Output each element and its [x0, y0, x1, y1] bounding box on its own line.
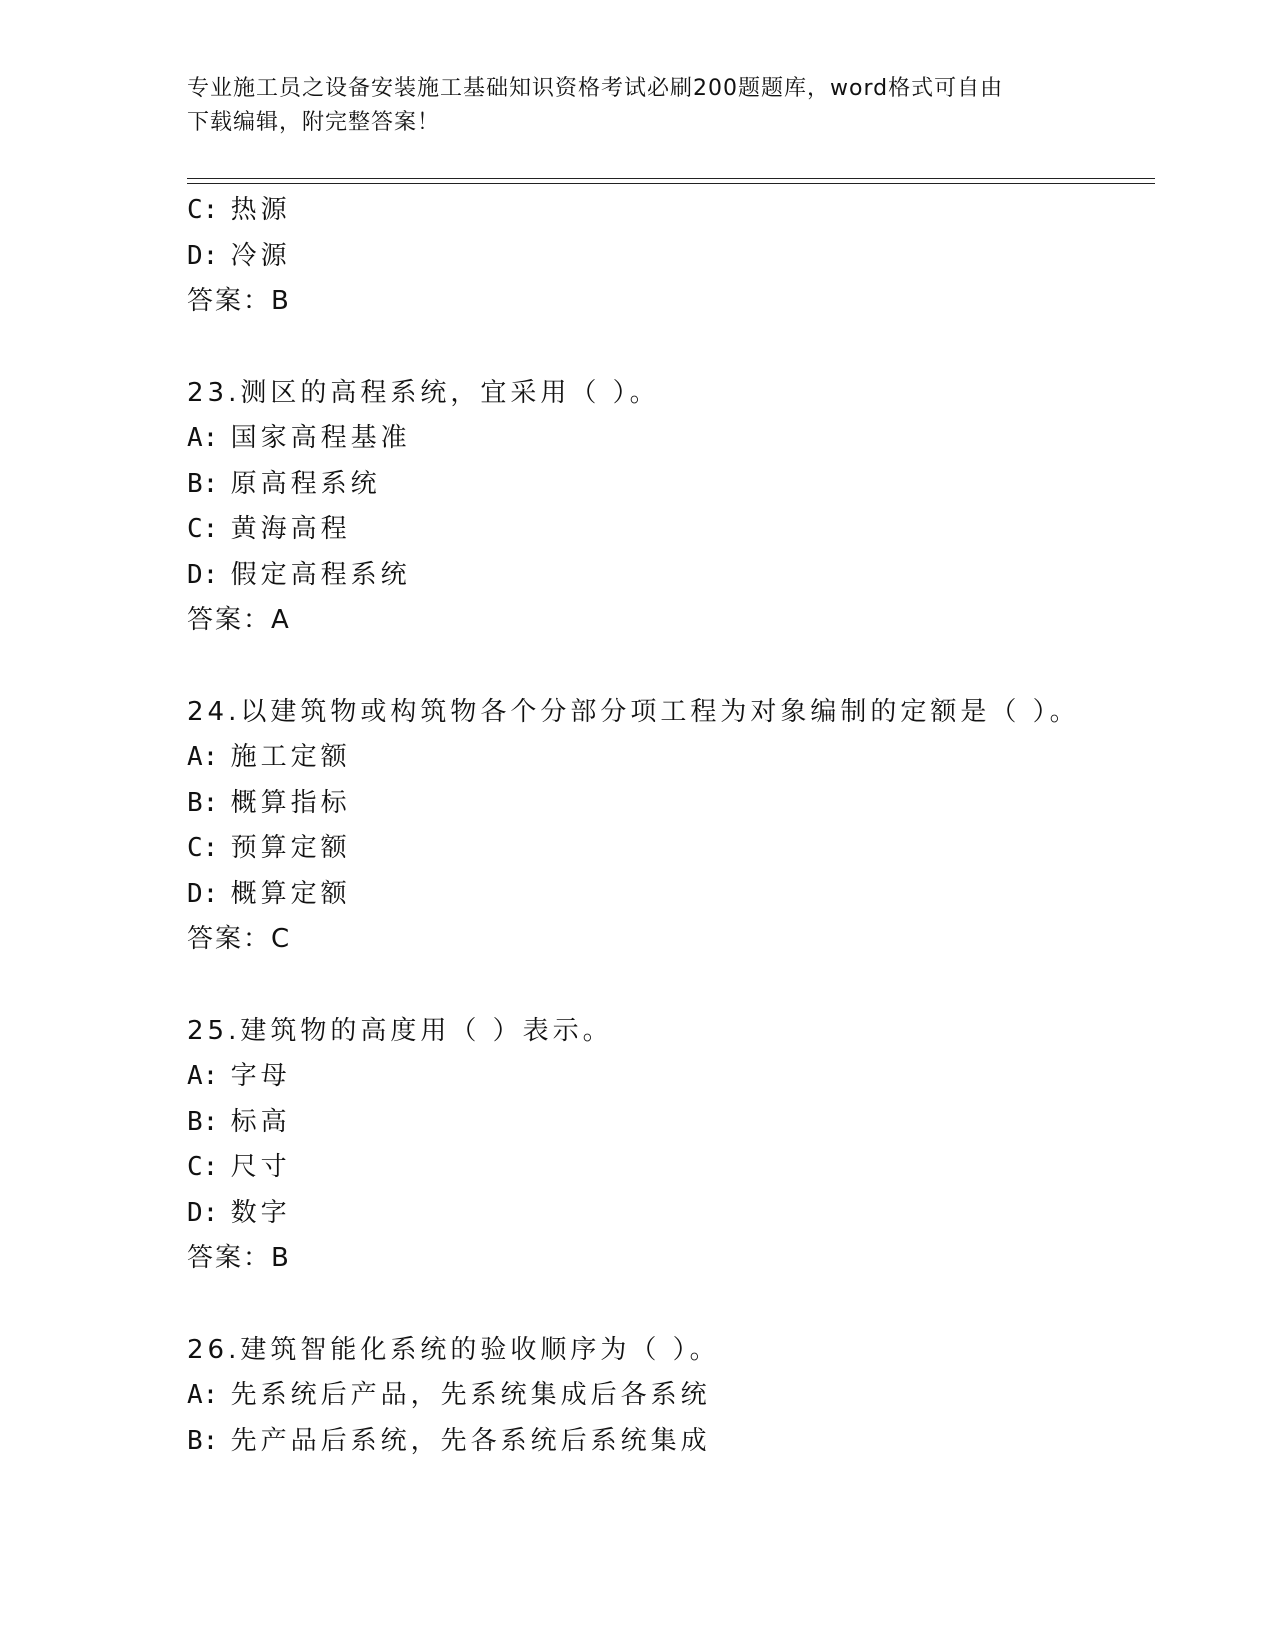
option-d: D: 数字	[187, 1197, 291, 1228]
option-c: C: 黄海高程	[187, 514, 351, 544]
question-24	[187, 690, 1155, 963]
option-b: B: 概算指标	[187, 787, 351, 818]
option-c: C: 热源	[187, 195, 291, 225]
question-stem: 25.建筑物的高度用（ ）表示。	[187, 1015, 613, 1046]
option-b: B: 标高	[187, 1106, 291, 1137]
option-b: B: 原高程系统	[187, 468, 381, 499]
option-c: C: 尺寸	[187, 1152, 291, 1182]
option-c: C: 预算定额	[187, 833, 351, 863]
question-22-tail	[187, 188, 1155, 325]
answer: 答案：B	[187, 286, 291, 316]
option-a: A: 施工定额	[187, 742, 351, 772]
question-26	[187, 1328, 1155, 1465]
answer: 答案：B	[187, 1243, 291, 1273]
question-list	[187, 188, 1155, 1464]
header-divider-top	[187, 178, 1155, 179]
header-line-1: 专业施工员之设备安装施工基础知识资格考试必刷200题题库，word格式可自由	[187, 76, 1004, 101]
question-stem: 23.测区的高程系统，宜采用（ ）。	[187, 377, 660, 408]
option-a: A: 先系统后产品，先系统集成后各系统	[187, 1380, 711, 1410]
header-line-2: 下载编辑，附完整答案！	[187, 110, 441, 135]
option-d: D: 概算定额	[187, 878, 351, 909]
question-stem: 26.建筑智能化系统的验收顺序为（ ）。	[187, 1334, 720, 1365]
question-23	[187, 371, 1155, 644]
option-a: A: 国家高程基准	[187, 423, 411, 453]
document-header	[187, 72, 1087, 140]
option-d: D: 冷源	[187, 240, 291, 271]
option-a: A: 字母	[187, 1061, 291, 1091]
question-stem: 24.以建筑物或构筑物各个分部分项工程为对象编制的定额是（ ）。	[187, 696, 1080, 727]
answer: 答案：C	[187, 924, 292, 954]
answer: 答案：A	[187, 605, 291, 635]
option-b: B: 先产品后系统，先各系统后系统集成	[187, 1425, 711, 1456]
header-divider-bottom	[187, 183, 1155, 184]
question-25	[187, 1009, 1155, 1282]
option-d: D: 假定高程系统	[187, 559, 411, 590]
